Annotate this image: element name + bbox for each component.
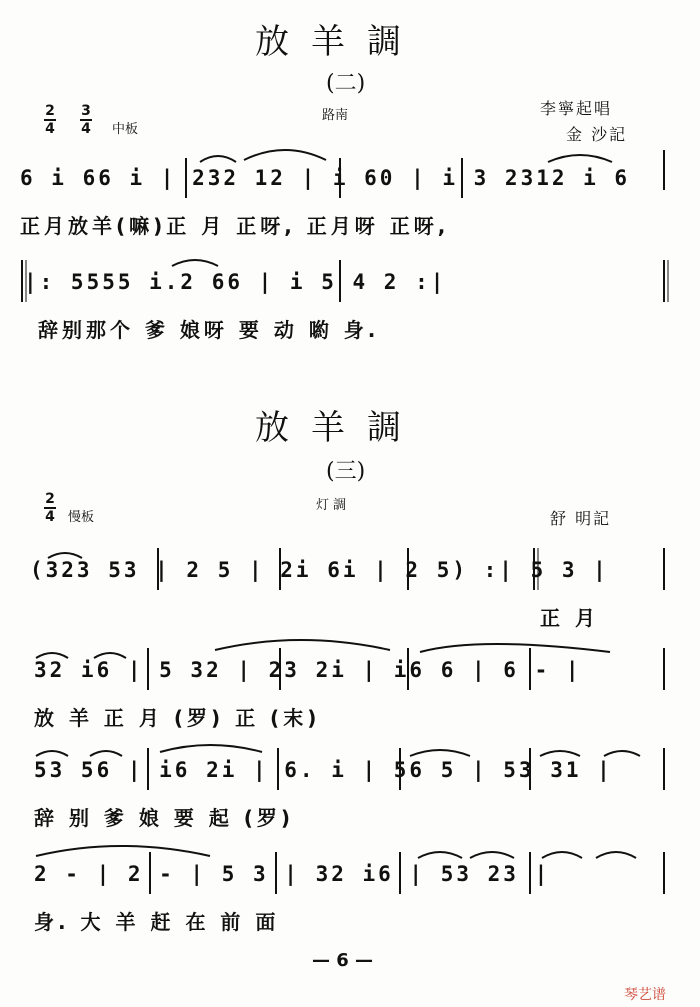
notation-line: |: 5555 i.2 66 | i 5 4 2 :| [24,270,447,294]
notation-line: (323 53 | 2 5 | 2i 6i | 2 5) :| 5 3 | [30,558,609,582]
lyrics-line: 正 月 [540,606,599,630]
section-2-subtitle: (二) [326,71,366,96]
lyrics-line: 正月放羊(嘛)正 月 正呀, 正月呀 正呀, [20,214,450,238]
time-signature: 2 4 [45,103,55,137]
notation-line: 53 56 | i6 2i | 6. i | 56 5 | 53 31 | [34,758,613,782]
section-2-title: 放羊調 [255,22,423,62]
lyrics-line: 放 羊 正 月 (罗) 正 (末) [34,706,321,730]
section-3-subtitle: (三) [326,459,366,484]
notation-line: 6 i 66 i | 232 12 | i 60 | i 3 2312 i 6 [20,166,631,190]
time-signature: 2 4 [45,491,55,525]
lyrics-line: 辞 别 爹 娘 要 起 (罗) [34,806,295,830]
notation-line: 2 - | 2 - | 5 3 | 32 i6 | 53 23 | [34,862,551,886]
section-3-title: 放羊調 [255,408,423,448]
credit-singer: 李寧起唱 [540,99,613,118]
lyrics-line: 身. 大 羊 赶 在 前 面 [34,910,280,934]
region-label: 灯 調 [316,498,347,513]
notation-line: 32 i6 | 5 32 | 23 2i | i6 6 | 6 - | [34,658,582,682]
page-number: — 6 — [312,950,374,971]
credit-recorder: 金 沙記 [566,125,628,144]
lyrics-line: 辞别那个 爹 娘呀 要 动 喲 身. [38,318,380,342]
tempo-marking: 慢板 [68,510,95,525]
time-signature: 3 4 [81,103,91,137]
credit-recorder: 舒 明記 [550,509,612,528]
region-label: 路南 [322,108,349,123]
tempo-marking: 中板 [112,122,139,137]
watermark-logo: 琴艺谱 [624,987,666,1003]
